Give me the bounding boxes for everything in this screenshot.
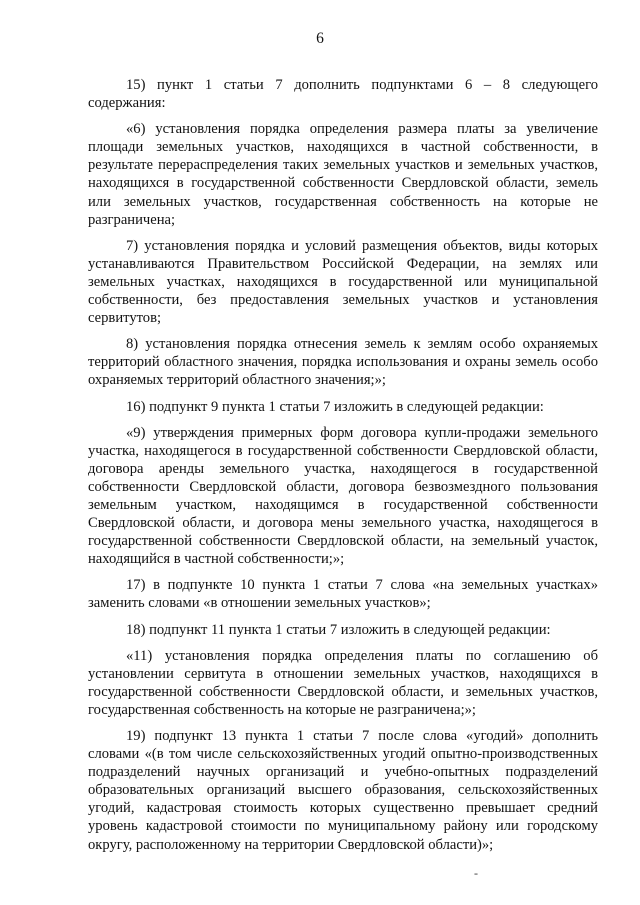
paragraph-subitem-7: 7) установления порядка и условий размещения объектов, виды которых устанавливаются Правительством Российской Федерации, на землях или земельных участках, находящихся в государственной или муниципальной собственности, без предоставления земельных участков и установления сервитутов; xyxy=(88,237,598,327)
paragraph-item-16: 16) подпункт 9 пункта 1 статьи 7 изложить в следующей редакции: xyxy=(126,398,544,415)
paragraph-item-15: 15) пункт 1 статьи 7 дополнить подпунктами 6 – 8 следующего содержания: xyxy=(88,77,598,112)
paragraph-subitem-6: «6) установления порядка определения размера платы за увеличение площади земельных участков, находящихся в частной собственности, в результате перераспределения таких земельных участков и земельных участков, находящихся в государственной собственности Свердловской области, земель или земельных участков, государственная собственность на которые не разграничена; xyxy=(88,121,598,228)
document-body xyxy=(88,76,598,862)
paragraph-subitem-8: 8) установления порядка отнесения земель к землям особо охраняемых территорий областного значения, порядка использования и охраны земель особо охраняемых территорий областного значения;»; xyxy=(88,336,598,389)
footer-mark: - xyxy=(474,866,478,880)
paragraph-item-19: 19) подпункт 13 пункта 1 статьи 7 после слова «угодий» дополнить словами «(в том числе сельскохозяйственных угодий опытно-производственных подразделений научных организаций и учебно-опытных подразделений образовательных организаций высшего образования, сельскохозяйственных угодий, кадастровая стоимость которых существенно превышает средний уровень кадастровой стоимости по муниципальному району или городскому округу, расположенному на территории Свердловской области)»; xyxy=(88,728,598,853)
page-number: 6 xyxy=(316,30,324,47)
paragraph-subitem-11: «11) установления порядка определения платы по соглашению об установлении сервитута в отношении земельных участков, находящихся в государственной собственности Свердловской области, и земельных участков, государственная собственность на которые не разграничена;»; xyxy=(88,647,598,718)
paragraph-subitem-9: «9) утверждения примерных форм договора купли-продажи земельного участка, находящегося в государственной собственности Свердловской области, договора аренды земельного участка, находящегося в государственной собственности Свердловской области, договора безвозмездного пользования земельным участком, находящимся в государственной собственности Свердловской области, и договора мены земельного участка, находящегося в государственной собственности Свердловской области, на земельный участок, находящийся в частной собственности;»; xyxy=(88,424,598,568)
paragraph-item-17: 17) в подпункте 10 пункта 1 статьи 7 слова «на земельных участках» заменить словами «в отношении земельных участков»; xyxy=(88,577,598,612)
paragraph-item-18: 18) подпункт 11 пункта 1 статьи 7 изложить в следующей редакции: xyxy=(126,621,551,638)
